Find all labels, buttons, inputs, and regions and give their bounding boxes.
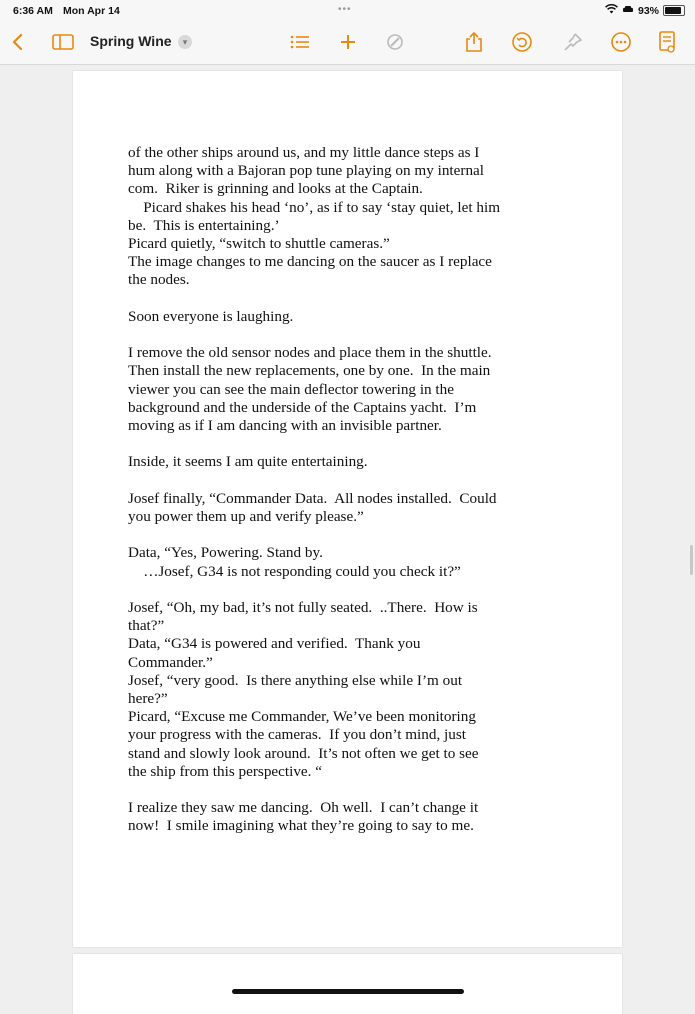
paragraph[interactable] bbox=[128, 799, 548, 835]
text-line: viewer you can see the main deflector towering in the bbox=[128, 380, 454, 398]
paragraph[interactable] bbox=[128, 544, 548, 580]
text-line: Commander.” bbox=[128, 653, 213, 671]
toolbar bbox=[0, 22, 695, 65]
status-date: Mon Apr 14 bbox=[63, 5, 120, 17]
undo-icon[interactable] bbox=[510, 30, 534, 54]
battery-fill bbox=[665, 7, 681, 14]
text-line: your progress with the cameras. If you don’t mind, just bbox=[128, 726, 467, 744]
pin-icon[interactable] bbox=[561, 30, 585, 54]
text-line: background and the underside of the Captains yacht. I’m bbox=[128, 398, 477, 416]
text-line: the nodes. bbox=[128, 271, 190, 289]
wifi-icon bbox=[605, 4, 618, 17]
text-line: you power them up and verify please.” bbox=[128, 508, 364, 525]
text-line: Josef, “Oh, my bad, it’s not fully seated. ..There. How is bbox=[128, 598, 478, 616]
paragraph[interactable] bbox=[128, 144, 548, 290]
document-page[interactable] bbox=[73, 71, 622, 947]
scroll-indicator[interactable] bbox=[690, 545, 693, 575]
paragraph[interactable] bbox=[128, 490, 548, 526]
car-icon bbox=[622, 5, 634, 17]
text-line: hum along with a Bajoran pop tune playing on my internal bbox=[128, 162, 484, 180]
text-line: The image changes to me dancing on the saucer as I replace bbox=[128, 253, 492, 271]
text-line: stand and slowly look around. It’s not often we get to see bbox=[128, 744, 479, 762]
paragraph[interactable] bbox=[128, 599, 548, 781]
next-page[interactable] bbox=[73, 954, 622, 1014]
paragraph[interactable] bbox=[128, 308, 548, 326]
document-body[interactable] bbox=[128, 144, 548, 854]
document-icon[interactable] bbox=[655, 30, 679, 54]
home-indicator[interactable] bbox=[232, 989, 464, 994]
text-line: the ship from this perspective. “ bbox=[128, 762, 323, 780]
more-icon[interactable] bbox=[609, 30, 633, 54]
battery-icon bbox=[663, 5, 685, 16]
text-line: Josef finally, “Commander Data. All nodes installed. Could bbox=[128, 489, 497, 507]
text-line: Josef, “very good. Is there anything else while I’m out bbox=[128, 671, 463, 689]
text-line: …Josef, G34 is not responding could you check it?” bbox=[128, 562, 461, 580]
chevron-left-icon[interactable] bbox=[5, 30, 29, 54]
sidebar-icon[interactable] bbox=[51, 30, 75, 54]
text-line: here?” bbox=[128, 690, 168, 707]
share-icon[interactable] bbox=[462, 30, 486, 54]
text-line: Inside, it seems I am quite entertaining. bbox=[128, 453, 368, 471]
text-line: of the other ships around us, and my little dance steps as I bbox=[128, 144, 480, 161]
status-right bbox=[605, 4, 685, 17]
battery-percent: 93% bbox=[637, 4, 659, 17]
text-line: Picard shakes his head ‘no’, as if to say ‘stay quiet, let him bbox=[128, 198, 501, 216]
chevron-down-icon[interactable]: ▾ bbox=[178, 35, 192, 49]
text-line: com. Riker is grinning and looks at the Captain. bbox=[128, 180, 423, 198]
paragraph[interactable] bbox=[128, 344, 548, 435]
list-icon[interactable] bbox=[288, 30, 312, 54]
document-title[interactable]: Spring Wine bbox=[90, 33, 172, 49]
text-line: Data, “Yes, Powering. Stand by. bbox=[128, 544, 323, 562]
document-canvas[interactable] bbox=[0, 65, 695, 1000]
text-line: Picard quietly, “switch to shuttle cameras.” bbox=[128, 235, 390, 253]
text-line: that?” bbox=[128, 617, 165, 635]
multitasking-dots[interactable]: ••• bbox=[338, 4, 352, 15]
text-line: I remove the old sensor nodes and place them in the shuttle. bbox=[128, 344, 492, 362]
paragraph[interactable] bbox=[128, 453, 548, 471]
text-line: now! I smile imagining what they’re going to say to me. bbox=[128, 817, 474, 835]
status-bar bbox=[0, 0, 695, 22]
text-line: Soon everyone is laughing. bbox=[128, 307, 294, 325]
brush-icon[interactable] bbox=[383, 30, 407, 54]
plus-icon[interactable] bbox=[336, 30, 360, 54]
text-line: Data, “G34 is powered and verified. Thank you bbox=[128, 635, 421, 653]
text-line: Picard, “Excuse me Commander, We’ve been monitoring bbox=[128, 708, 476, 726]
text-line: I realize they saw me dancing. Oh well. I can’t change it bbox=[128, 799, 479, 817]
status-time: 6:36 AM bbox=[13, 5, 53, 17]
text-line: moving as if I am dancing with an invisible partner. bbox=[128, 417, 442, 435]
text-line: Then install the new replacements, one by one. In the main bbox=[128, 362, 491, 380]
text-line: be. This is entertaining.’ bbox=[128, 216, 280, 234]
